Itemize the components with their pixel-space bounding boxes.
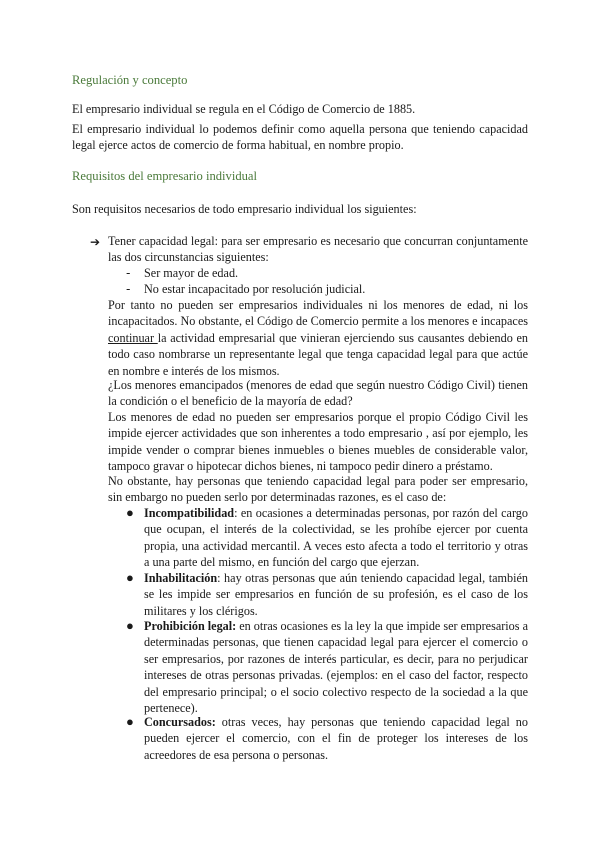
bullet-dot-icon: ●	[126, 570, 134, 585]
paragraph-emancipados-question: ¿Los menores emancipados (menores de edad que según nuestro Código Civil) tienen la condición o el beneficio de la mayoría de edad?	[108, 378, 528, 409]
bullet-dot-icon: ●	[126, 714, 134, 729]
dash-mark: -	[126, 282, 131, 296]
intro-definition: El empresario individual lo podemos definir como aquella persona que teniendo capacidad legal ejerce actos de comercio de forma habitual, en nombre propio.	[72, 122, 528, 153]
bullet-prohibicion-legal: Prohibición legal: en otras ocasiones es la ley la que impide ser empresarios a determinadas personas, que tienen capacidad legal para ejercer el comercio o ser empresarios, por razones de interés particular, es decir, para no perjudicar intereses de otras personas privadas. (ejemplos: en el caso del factor, respecto del empresario principal; o el socio colectivo respecto de la sociedad a la que pertenece).	[144, 619, 528, 716]
paragraph-menores-codigo-civil: Los menores de edad no pueden ser empresarios porque el propio Código Civil les impide ejercer actividades que son inherentes a todo empresario , así por ejemplo, les impide vender o comprar bienes inmuebles o bienes muebles de considerable valor, tampoco gravar o hipotecar dichos bienes, ni tampoco pedir dinero a préstamo.	[108, 410, 528, 474]
dash-item-incapacitado: No estar incapacitado por resolución judicial.	[144, 282, 366, 296]
bullet-dot-icon: ●	[126, 618, 134, 633]
bullet-incompatibilidad: Incompatibilidad: en ocasiones a determinadas personas, por razón del cargo que ocupan, el interés de la colectividad, se les prohíbe ejercer por cuenta propia, una actividad mercantil. A veces esto afecta a todo el territorio y otras a una parte del mismo, en función del cargo que ejerzan.	[144, 506, 528, 570]
bullet-dot-icon: ●	[126, 505, 134, 520]
paragraph-menores-incapaces: Por tanto no pueden ser empresarios individuales ni los menores de edad, ni los incapacitados. No obstante, el Código de Comercio permite a los menores e incapaces continuar la actividad empresarial que vinieran ejerciendo sus causantes debiendo en todo caso nombrarse un representante legal que tenga capacidad legal para que actúe en nombre e interés de los mismos.	[108, 298, 528, 378]
bullet-inhabilitacion: Inhabilitación: hay otras personas que aún teniendo capacidad legal, también se les impide ser empresarios en función de su profesión, es el caso de los militares y los clérigos.	[144, 571, 528, 618]
requisitos-intro: Son requisitos necesarios de todo empresario individual los siguientes:	[72, 202, 417, 216]
dash-item-mayor-edad: Ser mayor de edad.	[144, 266, 239, 280]
heading-regulacion: Regulación y concepto	[72, 73, 188, 87]
capacidad-legal-item: Tener capacidad legal: para ser empresario es necesario que concurran conjuntamente las dos circunstancias siguientes:	[108, 234, 528, 265]
dash-mark: -	[126, 266, 131, 280]
intro-line-1: El empresario individual se regula en el Código de Comercio de 1885.	[72, 102, 416, 116]
underlined-continuar: continuar	[108, 330, 158, 345]
arrow-bullet-icon: ➔	[90, 235, 101, 249]
heading-requisitos: Requisitos del empresario individual	[72, 169, 258, 183]
paragraph-no-obstante: No obstante, hay personas que teniendo capacidad legal para poder ser empresario, sin embargo no pueden serlo por determinadas razones, es el caso de:	[108, 474, 528, 505]
bullet-concursados: Concursados: otras veces, hay personas que teniendo capacidad legal no pueden ejercer el comercio, con el fin de proteger los intereses de los acreedores de esa persona o personas.	[144, 715, 528, 762]
